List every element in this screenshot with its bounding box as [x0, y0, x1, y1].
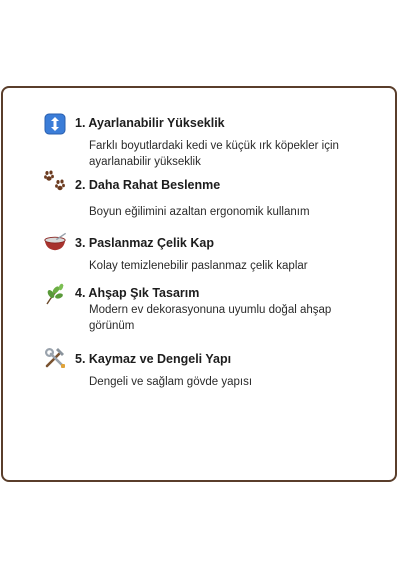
feature-title: 5. Kaymaz ve Dengeli Yapı: [75, 352, 232, 366]
feature-description: Kolay temizlenebilir paslanmaz çelik kaplar: [89, 260, 308, 272]
feature-title: 4. Ahşap Şık Tasarım: [75, 286, 200, 300]
feature-title: 2. Daha Rahat Beslenme: [75, 178, 221, 192]
food-bowl-icon: [43, 230, 67, 254]
herb-leaf-icon: [43, 282, 67, 306]
paw-prints-icon: [43, 170, 67, 194]
feature-title: 3. Paslanmaz Çelik Kap: [75, 236, 214, 250]
feature-title: 1. Ayarlanabilir Yükseklik: [75, 116, 225, 130]
feature-description: Boyun eğilimini azaltan ergonomik kullanım: [89, 206, 310, 218]
hammer-wrench-icon: [43, 346, 67, 370]
up-down-arrow-icon: [43, 112, 67, 136]
feature-description: Dengeli ve sağlam gövde yapısı: [89, 376, 253, 388]
feature-card: [1, 86, 397, 482]
feature-description: Modern ev dekorasyonuna uyumlu doğal ahşap görünüm: [89, 304, 332, 332]
feature-description: Farklı boyutlardaki kedi ve küçük ırk köpekler için ayarlanabilir yükseklik: [89, 140, 339, 168]
